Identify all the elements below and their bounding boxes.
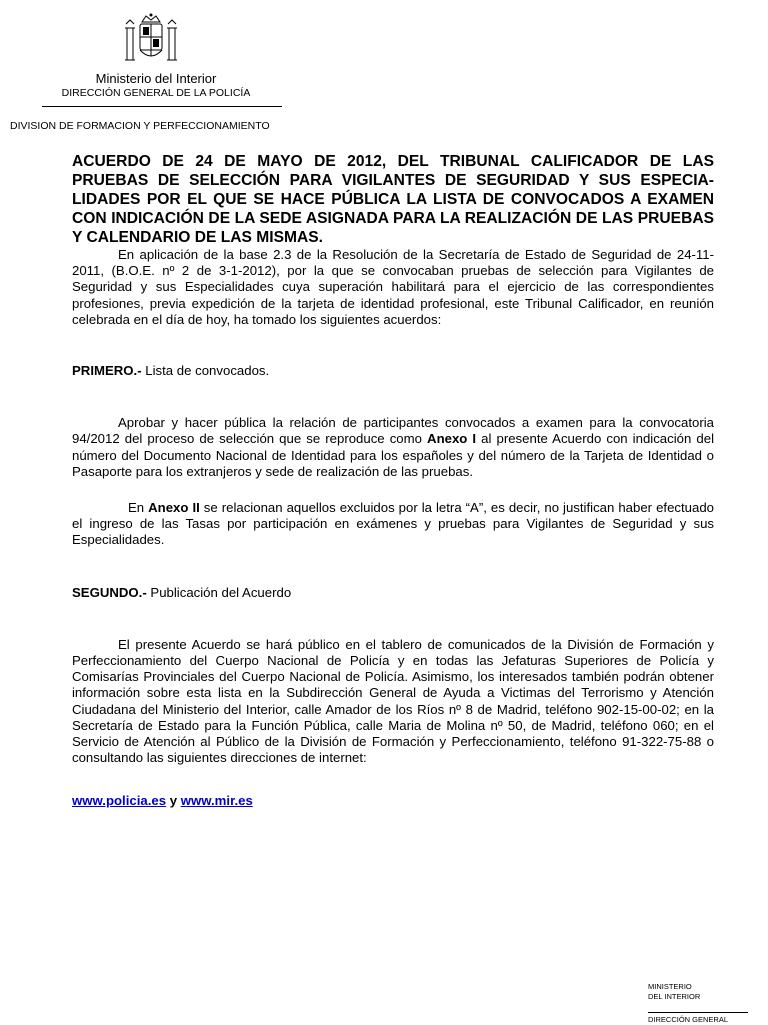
primero-paragraph-2 <box>72 500 714 549</box>
ministry-name: Ministerio del Interior <box>95 71 217 86</box>
anexo-ii-label: Anexo II <box>148 500 200 516</box>
mir-link[interactable]: www.mir.es <box>180 793 253 809</box>
internet-links <box>72 793 714 809</box>
header-divider <box>42 106 282 107</box>
anexo-i-label: Anexo I <box>427 431 477 447</box>
footer-line-3: DIRECCIÓN GENERAL <box>648 1015 729 1024</box>
footer-line-2: DEL INTERIOR <box>648 992 701 1001</box>
primero-p1-text-b: al presente Acuerdo con indicación del número del Documento Nacional de Identidad para los españoles y del número de la Tarjeta de Identidad o Pasaporte para los extranjeros y sede de realización de las pruebas. <box>72 431 715 479</box>
intro-paragraph: En aplicación de la base 2.3 de la Resolución de la Secretaría de Estado de Seguridad de 24-11-2011, (B.O.E. nº 2 de 3-1-2012), por la que se convocaban pruebas de selección para Vigilantes de Seguridad y sus Especialidades cuya superación habilitará para el ejercicio de las correspondientes profesiones, previa expedición de la tarjeta de identidad profesional, este Tribunal Calificador, en reunión celebrada en el día de hoy, ha tomado los siguientes acuerdos: <box>72 247 714 327</box>
footer-ministry <box>648 982 700 1002</box>
directorate-name: DIRECCIÓN GENERAL DE LA POLICÍA <box>61 87 251 99</box>
links-separator: y <box>166 793 181 809</box>
policia-link[interactable]: www.policia.es <box>72 793 167 809</box>
segundo-title: Publicación del Acuerdo <box>146 584 292 600</box>
primero-paragraph-1 <box>72 415 714 480</box>
primero-label: PRIMERO.- <box>72 363 142 379</box>
document-title: ACUERDO DE 24 DE MAYO DE 2012, DEL TRIBUNAL CALIFICADOR DE LAS PRUEBAS DE SELECCIÓN PARA VIGILANTES DE SEGURIDAD Y SUS ESPECIA- LIDADES POR EL QUE SE HACE PÚBLICA LA LISTA DE CONVOCADOS A EXAMEN CON INDICACIÓN DE LA SEDE ASIGNADA PARA LA REALIZACIÓN DE LAS PRUEBAS Y CALENDARIO DE LAS MISMAS. <box>72 153 714 246</box>
segundo-paragraph: El presente Acuerdo se hará público en el tablero de comunicados de la División de Formación y Perfeccionamiento del Cuerpo Nacional de Policía y en todas las Jefaturas Superiores de Policía y Comisarías Provinciales del Cuerpo Nacional de Policía. Asimismo, los interesados también podrán obtener información sobre esta lista en la Subdirección General de Ayuda a Victimas del Terrorismo y Atención Ciudadana del Ministerio del Interior, calle Amador de los Ríos nº 8 de Madrid, teléfono 902-15-00-02; en la Secretaría de Estado para la Función Pública, calle Maria de Molina nº 50, de Madrid, teléfono 060; en el Servicio de Atención al Público de la División de Formación y Perfeccionamiento, teléfono 91-322-75-88 o consultando las siguientes direcciones de internet: <box>72 636 714 766</box>
primero-title: Lista de convocados. <box>141 363 270 379</box>
footer-divider <box>648 1012 748 1013</box>
primero-p2-text-a: En <box>128 500 149 516</box>
primero-p2-text-b: se relacionan aquellos excluidos por la letra “A”, es decir, no justifican haber efectuado el ingreso de las Tasas por participación en exámenes y pruebas para Vigilantes de Seguridad y sus Especialidades. <box>72 500 715 548</box>
document-body <box>72 152 714 810</box>
division-name: DIVISION DE FORMACION Y PERFECCIONAMIENTO <box>10 120 270 132</box>
segundo-heading <box>72 585 714 601</box>
primero-p1-text-a: Aprobar y hacer pública la relación de participantes convocados a examen para la convocatoria 94/2012 del proceso de selección que se reproduce como <box>72 415 714 447</box>
segundo-label: SEGUNDO.- <box>72 584 147 600</box>
coat-of-arms-icon <box>122 12 180 72</box>
footer-line-1: MINISTERIO <box>648 982 692 991</box>
primero-heading <box>72 363 714 379</box>
